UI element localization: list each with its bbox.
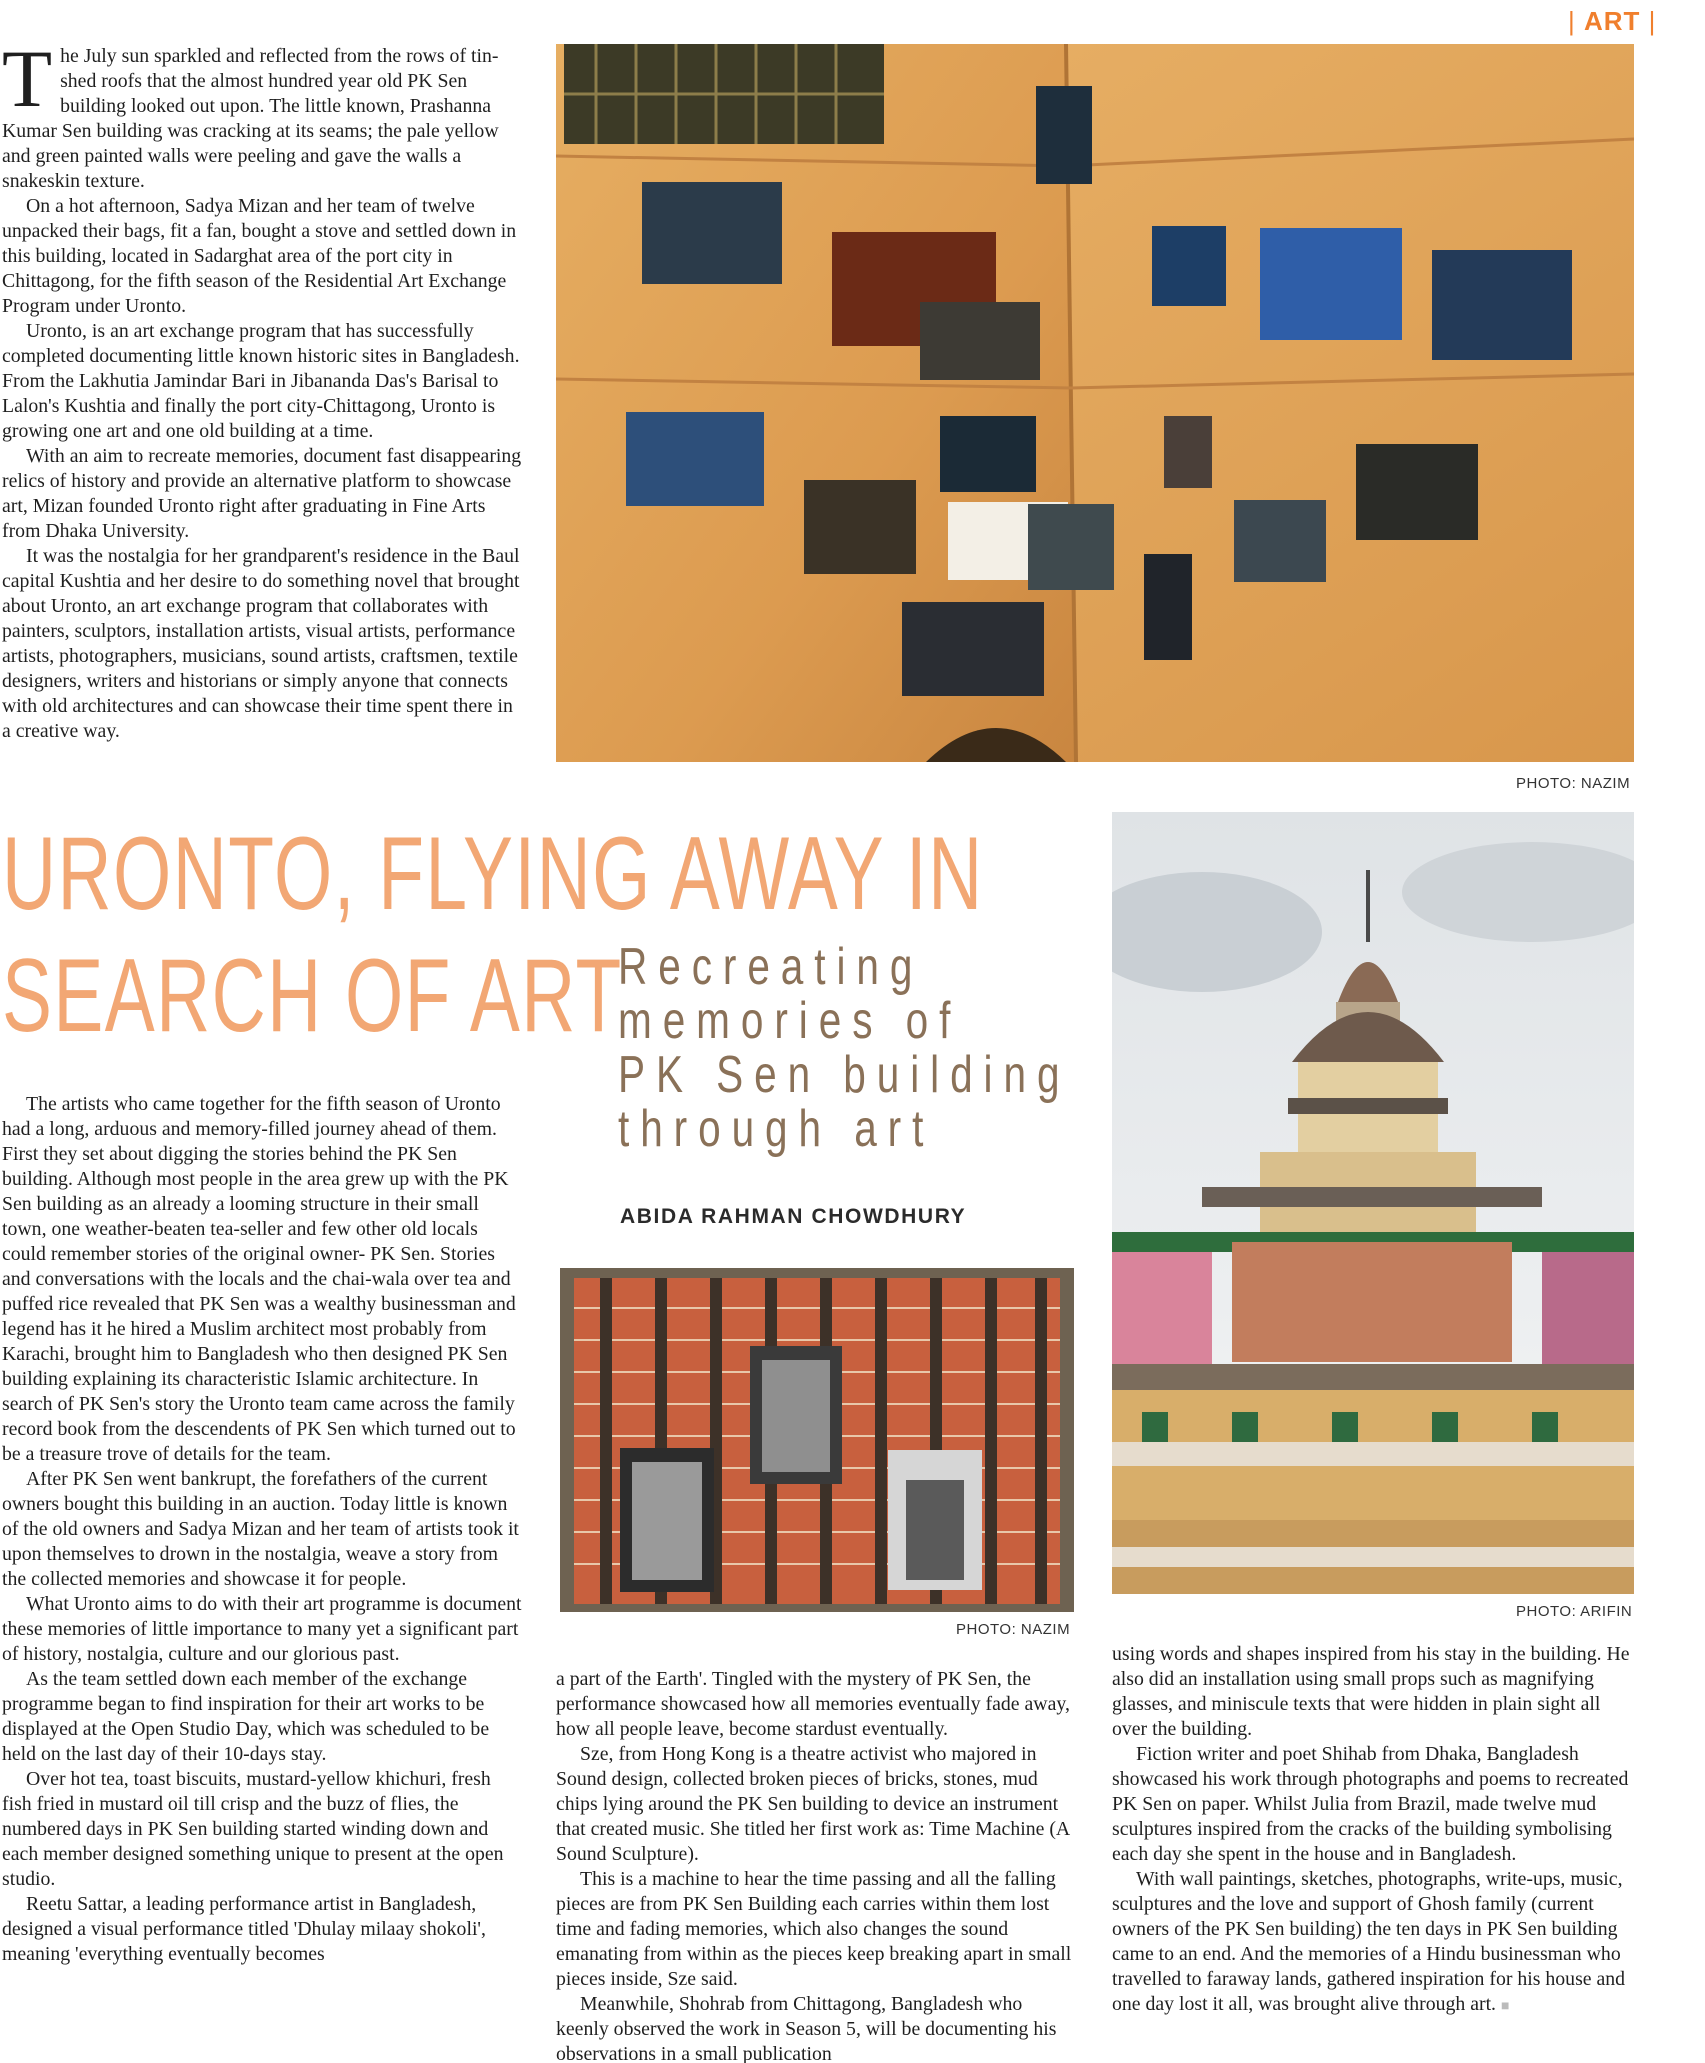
- body-column-3: [1112, 1642, 1636, 2019]
- photo-credit-3: PHOTO: NAZIM: [956, 1621, 1071, 1638]
- author-byline: ABIDA RAHMAN CHOWDHURY: [620, 1205, 967, 1228]
- photo-credit-2: PHOTO: ARIFIN: [1516, 1603, 1633, 1620]
- building-exterior-photo: [1112, 812, 1634, 1594]
- headline-line-1: URONTO, FLYING AWAY IN: [2, 816, 984, 932]
- body2-paragraph-1: a part of the Earth'. Tingled with the mystery of PK Sen, the performance showcased how all memories eventually fade away, how all people leave, become stardust eventually.: [556, 1668, 1070, 1740]
- body2-paragraph-2: Sze, from Hong Kong is a theatre activist who majored in Sound design, collected broken pieces of bricks, stones, mud chips lying around the PK Sen building to device an instrument that created music. She titled her first work as: Time Machine (A Sound Sculpture).: [556, 1743, 1070, 1865]
- body1-paragraph-6: Reetu Sattar, a leading performance artist in Bangladesh, designed a visual performance titled 'Dhulay milaay shokoli', meaning 'everything eventually becomes: [2, 1893, 486, 1965]
- photo-credit-1: PHOTO: NAZIM: [1516, 775, 1631, 792]
- intro-paragraph-2: On a hot afternoon, Sadya Mizan and her team of twelve unpacked their bags, fit a fan, bought a stove and settled down in this building, located in Sadarghat area of the port city in Chittagong, for the fifth season of the Residential Art Exchange Program under Uronto.: [2, 195, 517, 317]
- intro-paragraph-4: With an aim to recreate memories, document fast disappearing relics of history and provide an alternative platform to showcase art, Mizan founded Uronto right after graduating in Fine Arts from Dhaka University.: [2, 445, 522, 542]
- body-column-2: [556, 1667, 1078, 2063]
- intro-paragraph-5: It was the nostalgia for her grandparent's residence in the Baul capital Kushtia and her desire to do something novel that brought about Uronto, an art exchange program that collaborates with painters, sculptors, installation artists, visual artists, performance artists, photographers, musicians, sound artists, craftsmen, textile designers, writers and historians or simply anyone that connects with old architectures and can showcase their time spent there in a creative way.: [2, 545, 520, 742]
- gallery-wall-photo: [556, 44, 1634, 762]
- headline-line-2: SEARCH OF ART: [2, 938, 623, 1054]
- body1-paragraph-4: As the team settled down each member of the exchange programme began to find inspiration for their art works to be displayed at the Open Studio Day, which was scheduled to be held on the last day of their 10-days stay.: [2, 1668, 490, 1765]
- subheading: [618, 940, 1070, 1156]
- body3-paragraph-3: With wall paintings, sketches, photographs, write-ups, music, sculptures and the love and support of Ghosh family (current owners of the PK Sen building) the ten days in PK Sen building came to an end. And the memories of a Hindu businessman who travelled to faraway lands, gathered inspiration for his house and one day lost it all, was brought alive through art. ■: [1112, 1868, 1626, 2015]
- intro-paragraph-1: The July sun sparkled and reflected from the rows of tin-shed roofs that the almost hundred year old PK Sen building looked out upon. The little known, Prashanna Kumar Sen building was cracking at its seams; the pale yellow and green painted walls were peeling and gave the walls a snakeskin texture.: [2, 33, 499, 192]
- subheading-line-2: memories of: [618, 992, 962, 1050]
- intro-paragraph-3: Uronto, is an art exchange program that has successfully completed documenting little known historic sites in Bangladesh. From the Lakhutia Jamindar Bari in Jibananda Das's Barisal to Lalon's Kushtia and finally the port city-Chittagong, Uronto is growing one art and one old building at a time.: [2, 320, 520, 442]
- body2-paragraph-3: This is a machine to hear the time passing and all the falling pieces are from PK Sen Building each carries within them lost time and fading memories, which also changes the sound emanating from within as the pieces keep breaking apart in small pieces inside, Sze said.: [556, 1868, 1072, 1990]
- body-column-1: [2, 1092, 524, 1967]
- subheading-line-4: through art: [618, 1100, 935, 1158]
- end-mark: ■: [1500, 1999, 1510, 2014]
- body1-paragraph-2: After PK Sen went bankrupt, the forefathers of the current owners bought this building in an auction. Today little is known of the old owners and Sadya Mizan and her team of artists took it upon themselves to drown in the nostalgia, weave a story from the collected memories and showcase it for people.: [2, 1468, 519, 1590]
- section-label: ART: [1583, 6, 1641, 36]
- intro-column: [2, 33, 522, 744]
- brick-window-photo: [560, 1268, 1074, 1612]
- body3-paragraph-2: Fiction writer and poet Shihab from Dhaka, Bangladesh showcased his work through photographs and poems to recreated PK Sen on paper. Whilst Julia from Brazil, made twelve mud sculptures inspired from the cracks of the building symbolising each day she spent in the house and in Bangladesh.: [1112, 1743, 1629, 1865]
- body3-paragraph-1: using words and shapes inspired from his stay in the building. He also did an installation using small props such as magnifying glasses, and miniscule texts that were hidden in plain sight all over the building.: [1112, 1643, 1630, 1740]
- body1-paragraph-5: Over hot tea, toast biscuits, mustard-yellow khichuri, fresh fish fried in mustard oil till crisp and the buzz of flies, the numbered days in PK Sen building started winding down and each member designed something unique to present at the open studio.: [2, 1768, 504, 1890]
- subheading-line-3: PK Sen building: [618, 1046, 1071, 1104]
- subheading-line-1: Recreating: [618, 938, 924, 996]
- body1-paragraph-3: What Uronto aims to do with their art programme is document these memories of little importance to many yet a significant part of history, nostalgia, culture and our glorious past.: [2, 1593, 522, 1665]
- body1-paragraph-1: The artists who came together for the fifth season of Uronto had a long, arduous and memory-filled journey ahead of them. First they set about digging the stories behind the PK Sen building. Although most people in the area grew up with the PK Sen building as an already a looming structure in their small town, one weather-beaten tea-seller and few other old locals could remember stories of the original owner- PK Sen. Stories and conversations with the locals and the chai-wala over tea and puffed rice revealed that PK Sen was a wealthy businessman and legend has it he hired a Muslim architect most probably from Karachi, brought him to Bangladesh who then designed PK Sen building explaining its characteristic Islamic architecture. In search of PK Sen's story the Uronto team came across the family record book from the descendents of PK Sen which turned out to be a treasure trove of details for the team.: [2, 1093, 516, 1465]
- section-tag: | ART |: [1568, 6, 1657, 36]
- body2-paragraph-4: Meanwhile, Shohrab from Chittagong, Bangladesh who keenly observed the work in Season 5, will be documenting his observations in a small publication: [556, 1993, 1057, 2063]
- drop-cap: T: [2, 33, 53, 124]
